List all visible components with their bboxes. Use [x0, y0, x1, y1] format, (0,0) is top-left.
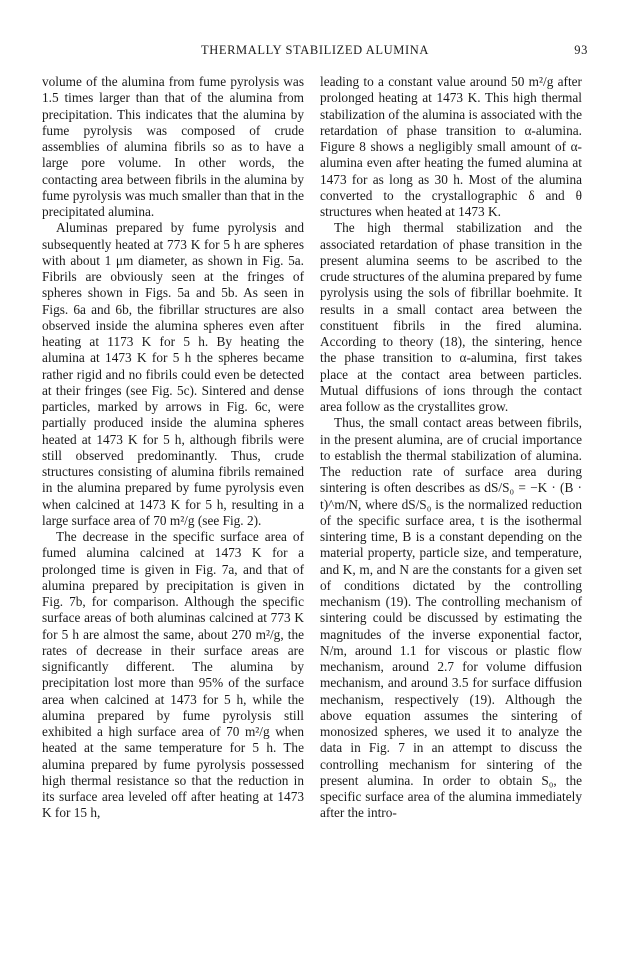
paragraph: The decrease in the specific surface area of fumed alumina calcined at 1473 K for a prolonged time is given in Fig. 7a, and that of alumina prepared by precipitation is given in Fig. 7b, for comparison. Although the specific surface areas of both aluminas calcined at 773 K for 5 h are almost the same, about 270 m²/g, the rates of decrease in their surface areas are significantly different. The alumina by precipitation lost more than 95% of the surface area when calcined at 1473 for 5 h, while the alumina prepared by fume pyrolysis still exhibited a high surface area of 70 m²/g when heated at the same temperature for 5 h. The alumina prepared by fume pyrolysis possessed high thermal resistance so that the reduction in its surface area leveled off after heating at 1473 K for 15 h, — [42, 529, 304, 821]
paragraph: Thus, the small contact areas between fibrils, in the present alumina, are of crucial importance to establish the thermal stabilization of alumina. The reduction rate of surface area during sintering is often describes as dS/S₀ = −K · (B · t)^m/N, where dS/S₀ is the normalized reduction of the specific surface area, t is the isothermal sintering time, B is a constant depending on the material property, particle size, and temperature, and K, m, and N are the constants for a given set of conditions dictated by the controlling mechanism (19). The controlling mechanism of sintering could be discussed by estimating the magnitudes of the inverse exponential factor, N/m, around 1.1 for viscous or plastic flow mechanism, around 2.7 for volume diffusion mechanism, and around 3.5 for surface diffusion mechanism, respectively (19). Although the above equation assumes the sintering of monosized spheres, we used it to analyze the data in Fig. 7 in an attempt to discuss the controlling mechanism for sintering of the present alumina. In order to obtain S₀, the specific surface area of the alumina immediately after the intro- — [320, 415, 582, 821]
paragraph: leading to a constant value around 50 m²/g after prolonged heating at 1473 K. This high thermal stabilization of the alumina is associated with the retardation of phase transition to α-alumina. Figure 8 shows a negligibly small amount of α-alumina even after heating the fumed alumina at 1473 for as long as 30 h. Most of the alumina converted to the crystallographic δ and θ structures when heated at 1473 K. — [320, 74, 582, 219]
paragraph: volume of the alumina from fume pyrolysis was 1.5 times larger than that of the alumina from precipitation. This indicates that the alumina by fume pyrolysis was composed of crude assemblies of alumina fibrils so as to have a large pore volume. In other words, the contacting area between fibrils in the alumina by fume pyrolysis was much smaller than that in the precipitated alumina. — [42, 74, 304, 219]
page-header — [42, 43, 588, 63]
paragraph: The high thermal stabilization and the associated retardation of phase transition in the present alumina seems to be ascribed to the crude structures of the alumina prepared by fume pyrolysis using the sols of fibrillar boehmite. It results in a small contact area between the constituent fibrils in the fired alumina. According to theory (18), the sintering, hence the phase transition to α-alumina, first takes place at the contact area between particles. Mutual diffusions of ions through the contact area follow as the crystallites grow. — [320, 220, 582, 414]
running-title: THERMALLY STABILIZED ALUMINA — [201, 43, 429, 57]
left-column — [42, 74, 304, 822]
paragraph: Aluminas prepared by fume pyrolysis and subsequently heated at 773 K for 5 h are spheres with about 1 μm diameter, as shown in Fig. 5a. Fibrils are obviously seen at the fringes of spheres shown in Figs. 5a and 5b. As seen in Figs. 6a and 6b, the fibrillar structures are also observed inside the alumina spheres even after heating at 1173 K for 5 h. By heating the alumina at 1473 K for 5 h the spheres became rather rigid and no fibrils could even be detected at their fringes (see Fig. 5c). Sintered and dense particles, marked by arrows in Fig. 6c, were partially produced inside the alumina spheres heated at 1473 K for 5 h, although fibrils were still observed predominantly. Thus, crude structures consisting of alumina fibrils remained in the alumina prepared by fume pyrolysis even when calcined at 1473 K for 5 h, resulting in a large surface area of 70 m²/g (see Fig. 2). — [42, 220, 304, 528]
page-number: 93 — [574, 43, 588, 57]
right-column — [320, 74, 582, 822]
